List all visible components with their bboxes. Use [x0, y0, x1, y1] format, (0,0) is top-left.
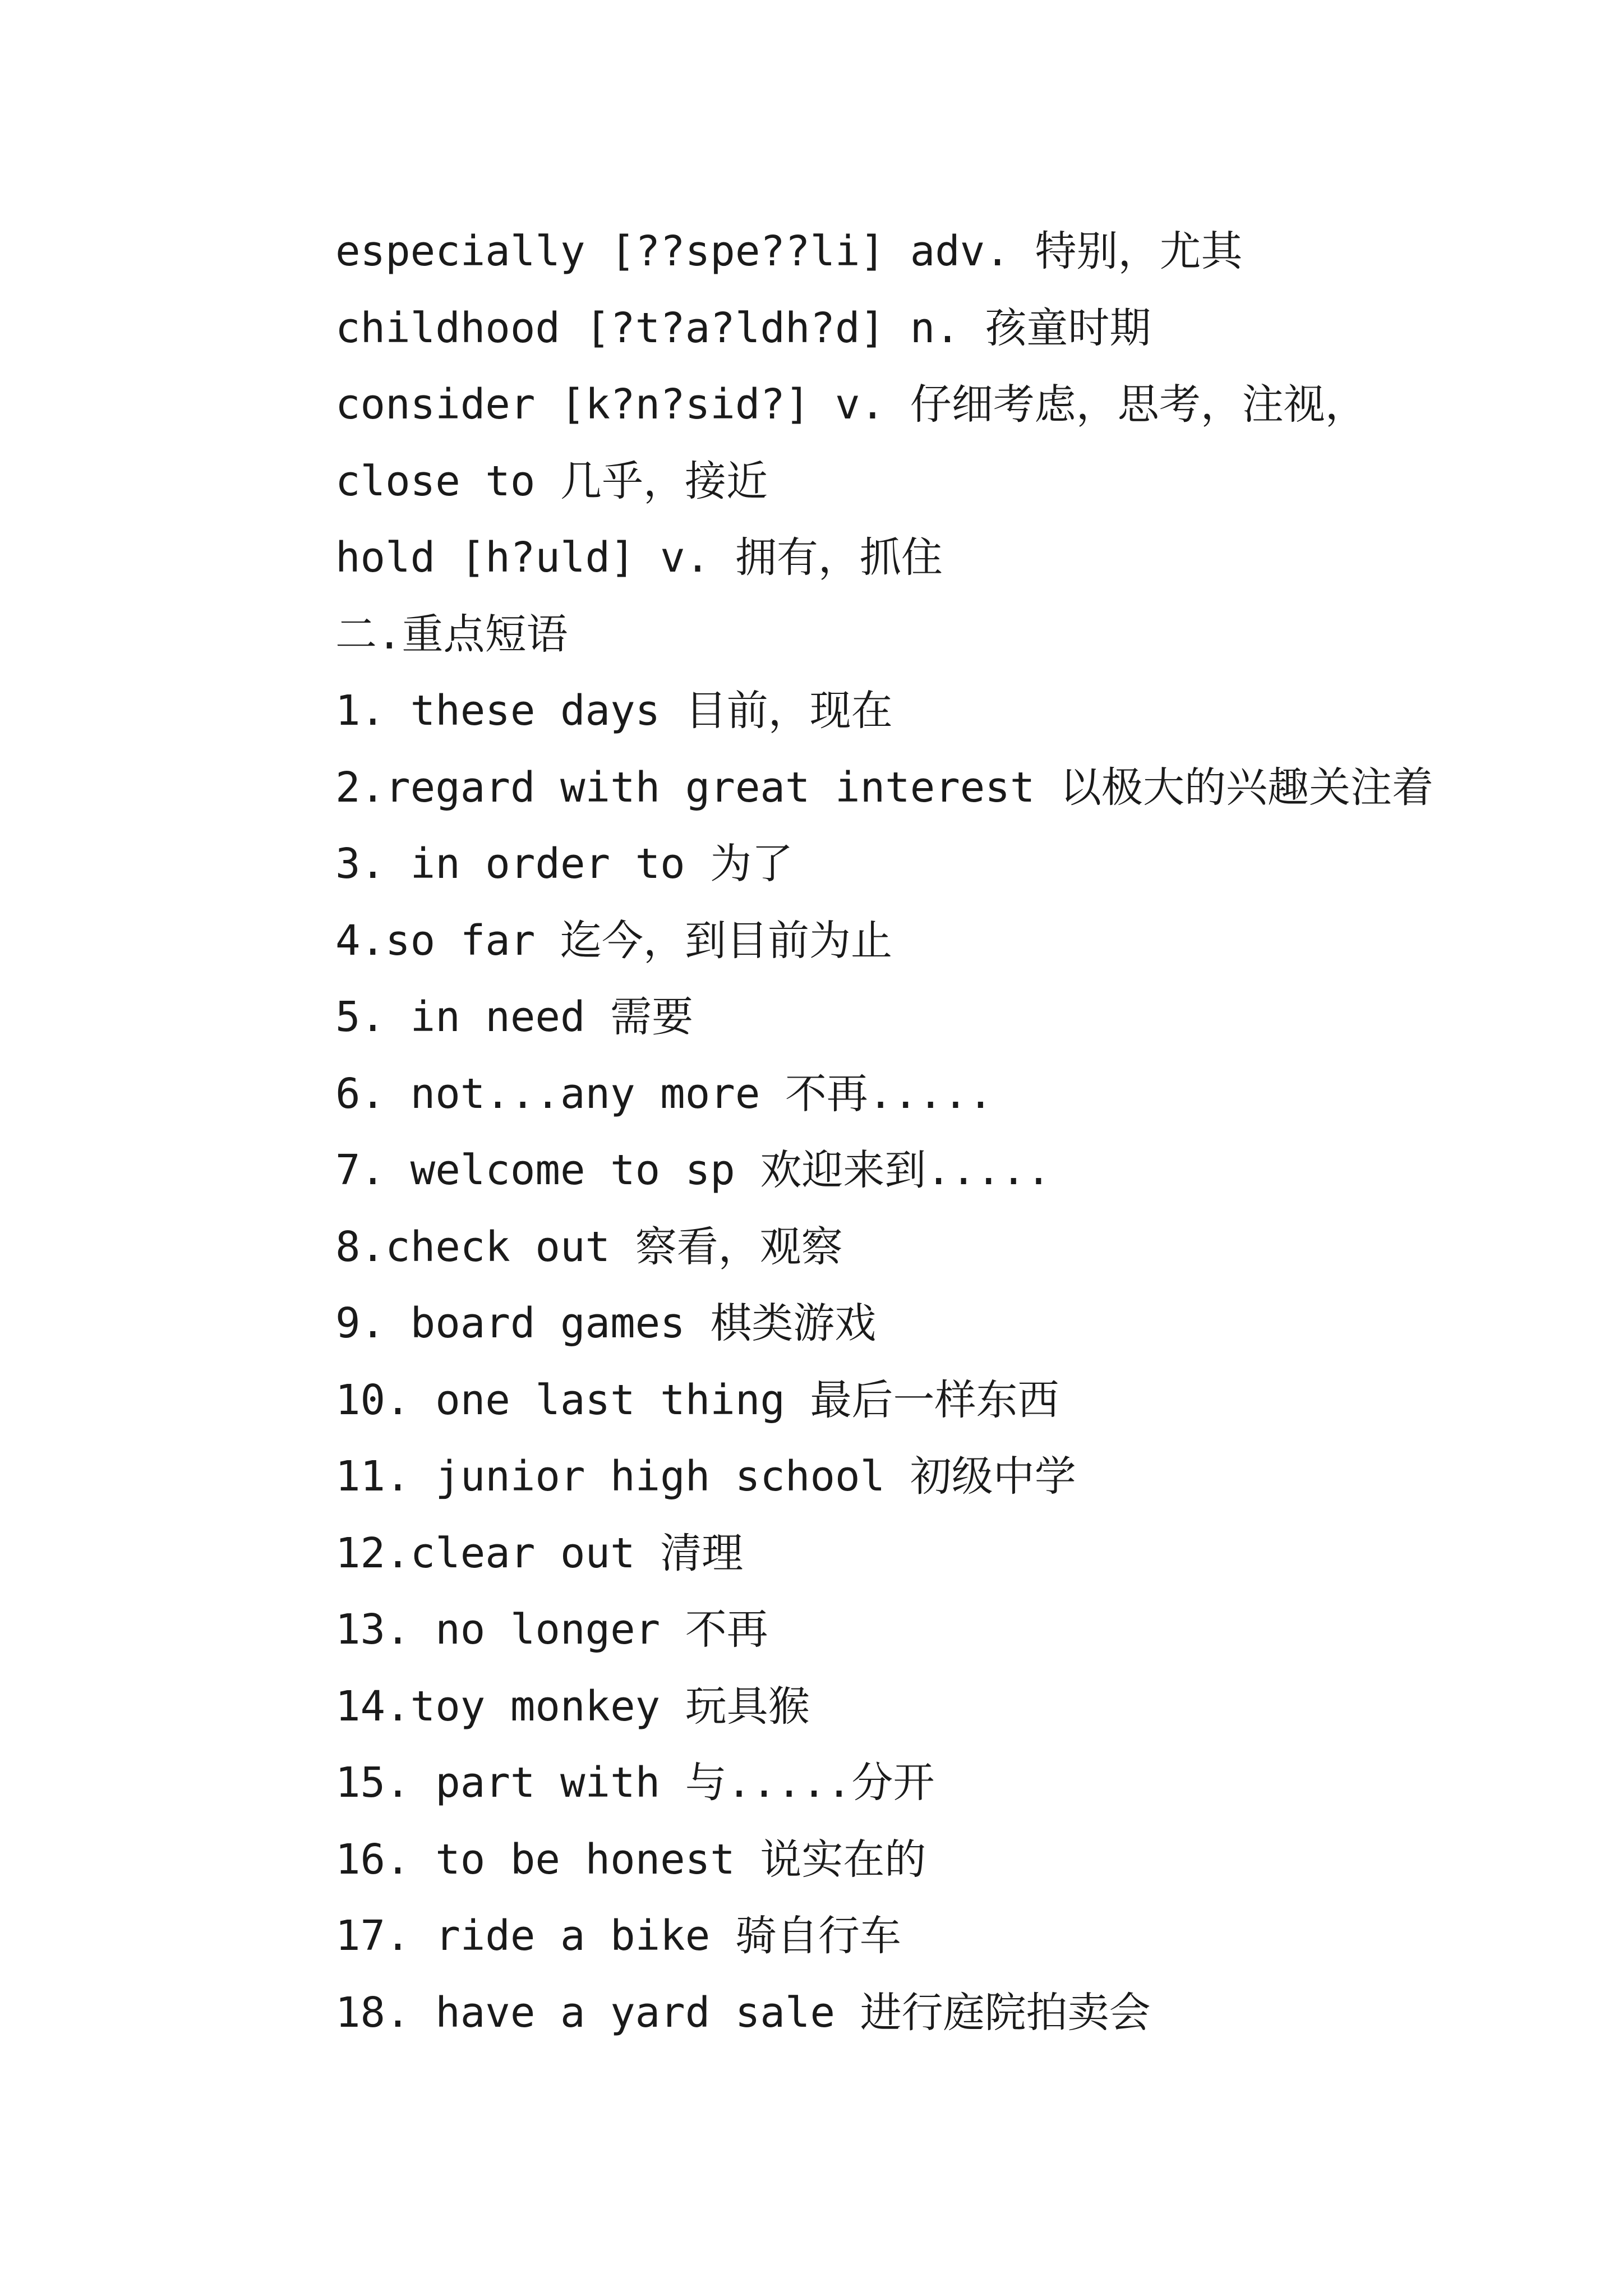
phrase-item: 14.toy monkey 玩具猴: [335, 1682, 810, 1731]
phrase-item: 9. board games 棋类游戏: [335, 1299, 877, 1347]
phrase-item: 7. welcome to sp 欢迎来到.....: [335, 1146, 1052, 1194]
phrase-item: 4.so far 迄今，到目前为止: [335, 916, 892, 965]
phrase-item: 5. in need 需要: [335, 993, 694, 1041]
phrase-item: 16. to be honest 说实在的: [335, 1835, 926, 1884]
document-body: [335, 213, 1513, 2051]
phrase-item: 10. one last thing 最后一样东西: [335, 1375, 1059, 1424]
phrase-item: 11. junior high school 初级中学: [335, 1452, 1076, 1501]
section-heading: 二.重点短语: [335, 610, 568, 659]
vocabulary-entry: consider [k?n?sid?] v. 仔细考虑，思考，注视，: [335, 380, 1367, 429]
phrase-item: 2.regard with great interest 以极大的兴趣关注着: [335, 763, 1433, 812]
phrase-item: 17. ride a bike 骑自行车: [335, 1912, 901, 1960]
phrase-item: 1. these days 目前，现在: [335, 687, 893, 735]
phrase-item: 13. no longer 不再: [335, 1605, 768, 1654]
vocabulary-list: [335, 213, 1513, 596]
phrase-item: 18. have a yard sale 进行庭院拍卖会: [335, 1988, 1151, 2037]
phrase-item: 8.check out 察看，观察: [335, 1222, 843, 1271]
vocabulary-entry: especially [??spe??li] adv. 特别，尤其: [335, 227, 1243, 275]
phrase-item: 6. not...any more 不再.....: [335, 1069, 993, 1118]
phrase-item: 15. part with 与.....分开: [335, 1759, 935, 1807]
vocabulary-entry: close to 几乎，接近: [335, 457, 768, 505]
vocabulary-entry: hold [h?uld] v. 拥有，抓住: [335, 533, 943, 582]
phrase-list: [335, 673, 1513, 2051]
phrase-item: 3. in order to 为了: [335, 840, 794, 888]
vocabulary-entry: childhood [?t?a?ldh?d] n. 孩童时期: [335, 303, 1151, 352]
phrase-item: 12.clear out 清理: [335, 1529, 744, 1577]
